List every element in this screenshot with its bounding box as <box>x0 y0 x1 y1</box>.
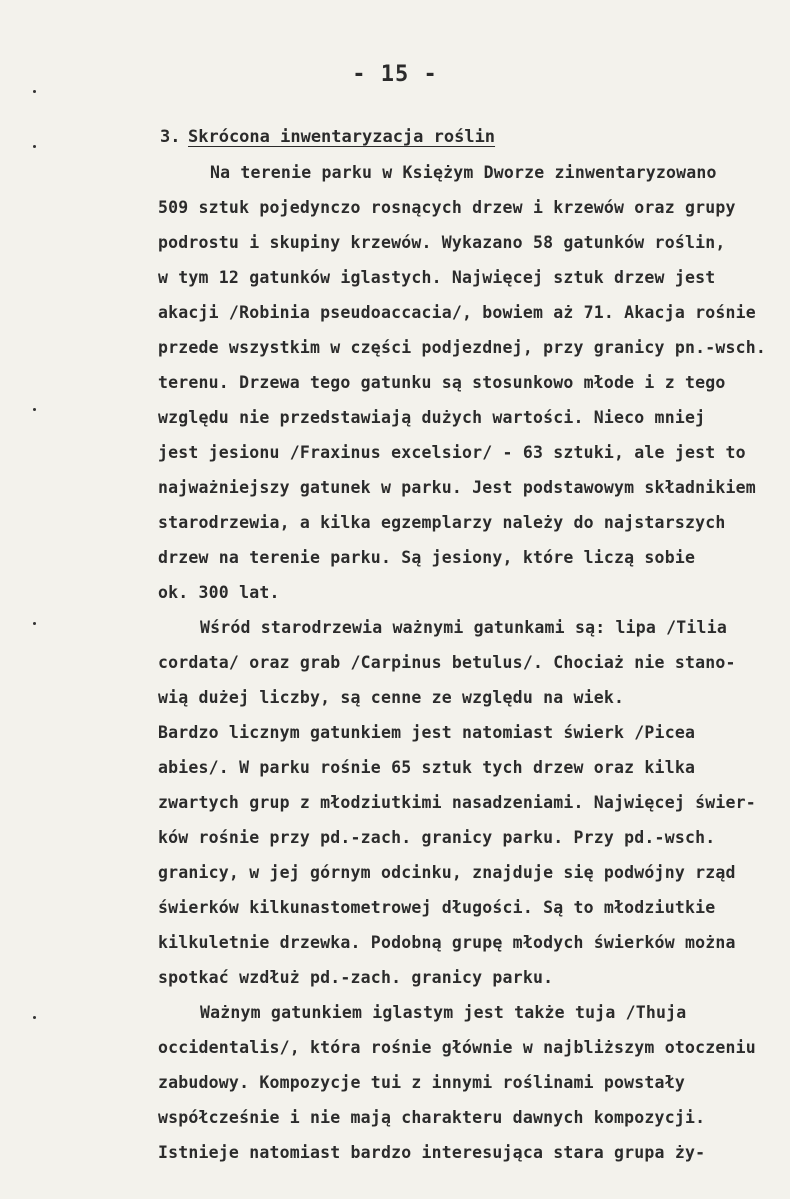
section-title: Skrócona inwentaryzacja roślin <box>188 127 496 147</box>
text-line: drzew na terenie parku. Są jesiony, które liczą sobie <box>158 548 696 567</box>
text-line: świerków kilkunastometrowej długości. Są to młodziutkie <box>158 898 716 917</box>
text-line: cordata/ oraz grab /Carpinus betulus/. Chociaż nie stano- <box>158 653 736 672</box>
text-line: Wśród starodrzewia ważnymi gatunkami są: lipa /Tilia <box>200 618 727 637</box>
text-line: Bardzo licznym gatunkiem jest natomiast świerk /Picea <box>158 723 696 742</box>
text-line: względu nie przedstawiają dużych wartości. Nieco mniej <box>158 408 706 427</box>
text-line: terenu. Drzewa tego gatunku są stosunkowo młode i z tego <box>158 373 726 392</box>
section-number: 3. <box>160 127 181 147</box>
text-line: abies/. W parku rośnie 65 sztuk tych drzew oraz kilka <box>158 758 696 777</box>
page-number: - 15 - <box>352 62 438 87</box>
text-line: przede wszystkim w części podjezdnej, przy granicy pn.-wsch. <box>158 338 767 357</box>
text-line: ków rośnie przy pd.-zach. granicy parku. Przy pd.-wsch. <box>158 828 716 847</box>
text-line: najważniejszy gatunek w parku. Jest podstawowym składnikiem <box>158 478 756 497</box>
text-line: wią dużej liczby, są cenne ze względu na wiek. <box>158 688 625 707</box>
text-line: 509 sztuk pojedynczo rosnących drzew i krzewów oraz grupy <box>158 198 736 217</box>
text-line: granicy, w jej górnym odcinku, znajduje się podwójny rząd <box>158 863 736 882</box>
text-line: współcześnie i nie mają charakteru dawnych kompozycji. <box>158 1108 706 1127</box>
text-line: Ważnym gatunkiem iglastym jest także tuja /Thuja <box>200 1003 687 1022</box>
margin-mark <box>33 145 36 148</box>
text-line: kilkuletnie drzewka. Podobną grupę młodych świerków można <box>158 933 736 952</box>
text-line: Istnieje natomiast bardzo interesująca stara grupa ży- <box>158 1143 706 1162</box>
text-line: Na terenie parku w Księżym Dworze zinwentaryzowano <box>210 163 717 182</box>
text-line: zwartych grup z młodziutkimi nasadzeniami. Najwięcej świer- <box>158 793 756 812</box>
text-line: occidentalis/, która rośnie głównie w najbliższym otoczeniu <box>158 1038 756 1057</box>
margin-mark <box>33 90 36 93</box>
text-line: w tym 12 gatunków iglastych. Najwięcej sztuk drzew jest <box>158 268 716 287</box>
text-line: zabudowy. Kompozycje tui z innymi roślinami powstały <box>158 1073 685 1092</box>
text-line: ok. 300 lat. <box>158 583 280 602</box>
margin-mark <box>33 622 36 625</box>
text-line: akacji /Robinia pseudoaccacia/, bowiem aż 71. Akacja rośnie <box>158 303 756 322</box>
text-line: jest jesionu /Fraxinus excelsior/ - 63 sztuki, ale jest to <box>158 443 746 462</box>
text-line: spotkać wzdłuż pd.-zach. granicy parku. <box>158 968 554 987</box>
margin-mark <box>33 1016 36 1019</box>
text-line: starodrzewia, a kilka egzemplarzy należy do najstarszych <box>158 513 726 532</box>
margin-mark <box>33 408 36 411</box>
text-line: podrostu i skupiny krzewów. Wykazano 58 gatunków roślin, <box>158 233 726 252</box>
